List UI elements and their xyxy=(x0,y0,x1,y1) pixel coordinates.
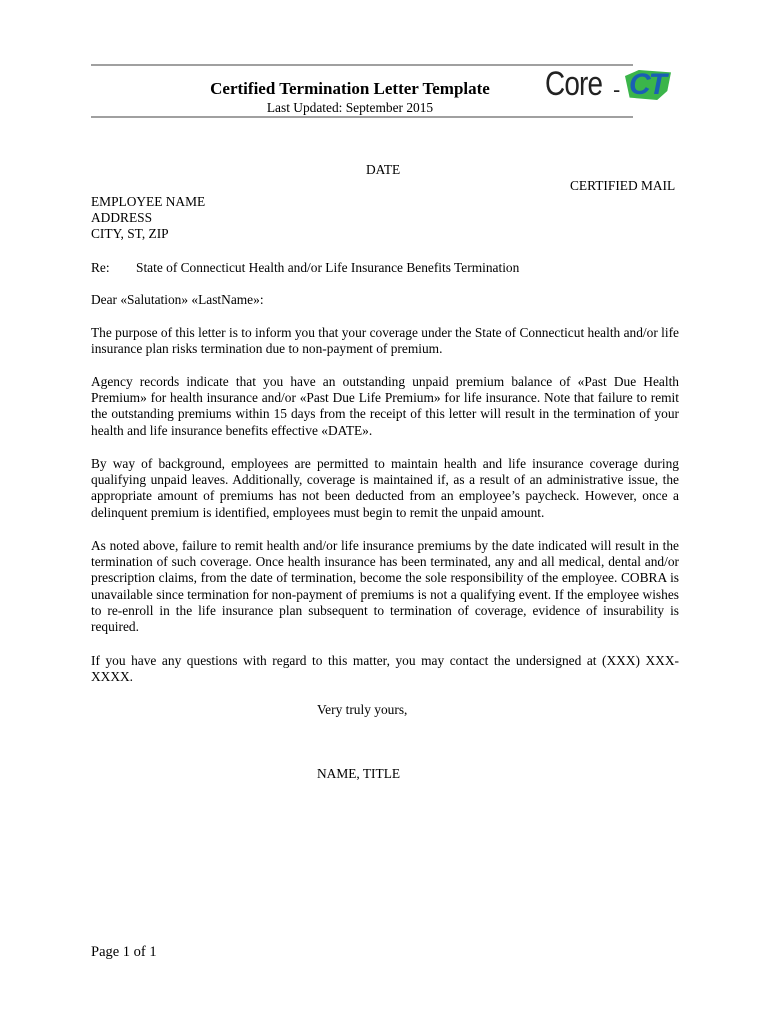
page-number: Page 1 of 1 xyxy=(91,944,157,960)
last-updated: Last Updated: September 2015 xyxy=(266,100,434,115)
subject-label: Re: xyxy=(91,260,110,275)
logo-dash: - xyxy=(613,77,621,102)
logo-core-text: Core xyxy=(545,65,603,103)
salutation: Dear «Salutation» «LastName»: xyxy=(91,292,264,307)
closing: Very truly yours, xyxy=(317,702,408,717)
address-line: CITY, ST, ZIP xyxy=(91,226,169,242)
letter-date: DATE xyxy=(366,162,401,177)
subject-line: State of Connecticut Health and/or Life Insurance Benefits Termination xyxy=(136,260,520,275)
logo-ct-text: CT xyxy=(629,68,665,101)
header-bottom-rule xyxy=(91,116,633,118)
core-ct-logo xyxy=(545,64,675,110)
recipient-address xyxy=(91,194,205,243)
document-title: Certified Termination Letter Template xyxy=(210,79,490,98)
body-paragraph: As noted above, failure to remit health and/or life insurance premiums by the date indicated will result in the termination of such coverage. Once health insurance has been terminated, any and all medical, dental and/or prescription claims, from the date of termination, become the sole responsibility of the employee. COBRA is unavailable since termination for non-payment of premiums is not a qualifying event. If the employee wishes to re-enroll in the life insurance plan subsequent to termination of coverage, evidence of insurability is required. xyxy=(91,538,679,635)
signer-name-title: NAME, TITLE xyxy=(317,766,401,781)
address-line: EMPLOYEE NAME xyxy=(91,194,206,209)
body-paragraph: By way of background, employees are permitted to maintain health and life insurance coverage during qualifying unpaid leaves. Additionally, coverage is maintained if, as a result of an administrative issue, the appropriate amount of premiums has not been deducted from an employee’s paycheck. However, once a delinquent premium is identified, employees must begin to remit the unpaid amount. xyxy=(91,456,679,520)
delivery-method: CERTIFIED MAIL xyxy=(570,178,676,193)
address-line: ADDRESS xyxy=(91,210,153,226)
body-paragraph: Agency records indicate that you have an outstanding unpaid premium balance of «Past Due Health Premium» for health insurance and/or «Past Due Life Premium» for life insurance. Note that failure to remit the outstanding premiums within 15 days from the receipt of this letter will result in the termination of your health and life insurance benefits effective «DATE». xyxy=(91,374,679,438)
body-paragraph: The purpose of this letter is to inform you that your coverage under the State of Connecticut health and/or life insurance plan risks termination due to non-payment of premium. xyxy=(91,325,679,357)
body-paragraph: If you have any questions with regard to this matter, you may contact the undersigned at (XXX) XXX-XXXX. xyxy=(91,653,679,685)
